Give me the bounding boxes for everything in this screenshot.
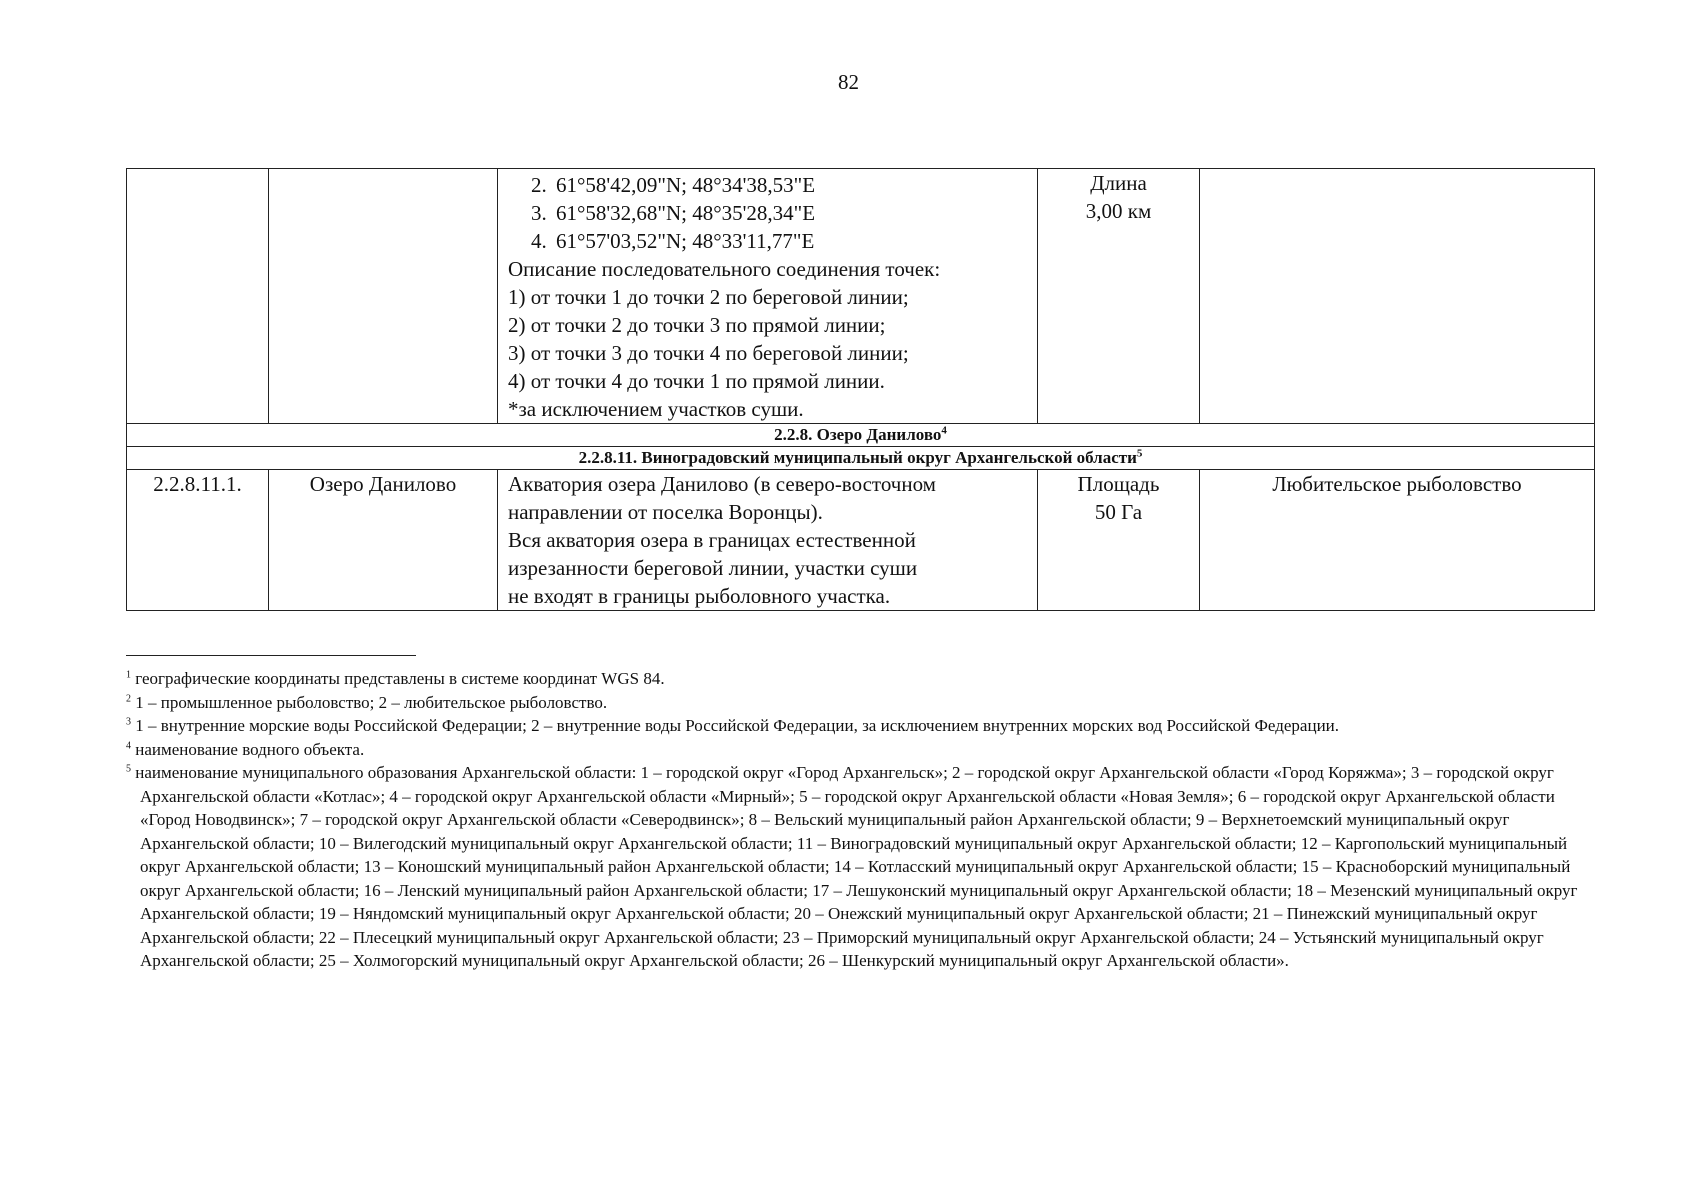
- footnote-3: [126, 714, 1594, 738]
- cell-purpose-empty: [1200, 169, 1595, 424]
- connection-line: 2) от точки 2 до точки 3 по прямой линии;: [508, 313, 886, 337]
- description-line: Вся акватория озера в границах естественной: [508, 528, 916, 552]
- footnote-1: [126, 667, 1594, 691]
- description-line: Акватория озера Данилово (в северо-восточном: [508, 472, 936, 496]
- section-heading-district: [127, 447, 1595, 470]
- cell-size: [1038, 470, 1200, 611]
- connection-line: 3) от точки 3 до точки 4 по береговой линии;: [508, 341, 909, 365]
- section-heading-row: [127, 447, 1595, 470]
- size-value: 3,00 км: [1085, 199, 1152, 223]
- section-heading-text: 2.2.8. Озеро Данилово: [774, 425, 942, 444]
- description-line: не входят в границы рыболовного участка.: [508, 584, 891, 608]
- cell-boundary-description: [498, 169, 1038, 424]
- description-line: изрезанности береговой линии, участки суши: [508, 556, 918, 580]
- size-label: Длина: [1090, 171, 1147, 195]
- footnote-marker: 3: [126, 716, 131, 728]
- cell-number-empty: [127, 169, 269, 424]
- connection-description: [508, 255, 1027, 423]
- lake-description: [508, 470, 1027, 610]
- footnote-marker: 2: [126, 692, 131, 704]
- footnotes: [126, 667, 1594, 973]
- footnote-marker: 5: [126, 763, 131, 775]
- footnote-ref: 4: [941, 424, 947, 437]
- footnote-text: наименование водного объекта.: [135, 739, 365, 759]
- fishing-areas-table: [126, 168, 1595, 611]
- connection-title: Описание последовательного соединения точек:: [508, 257, 941, 281]
- coordinate-item: 4. 61°57'03,52"N; 48°33'11,77"E: [552, 227, 1027, 255]
- footnote-text: 1 – внутренние морские воды Российской Федерации; 2 – внутренние воды Российской Федерации, за исключением внутренних морских вод Российской Федерации.: [135, 716, 1340, 735]
- coordinate-item: 2. 61°58'42,09"N; 48°34'38,53"E: [552, 171, 1027, 199]
- footnote-text: географические координаты представлены в системе координат WGS 84.: [135, 669, 665, 688]
- size-value: 50 Га: [1094, 500, 1143, 524]
- cell-name-empty: [269, 169, 498, 424]
- footnote-2: [126, 691, 1594, 715]
- footnote-text: 1 – промышленное рыболовство; 2 – любительское рыболовство.: [135, 692, 608, 712]
- footnote-marker: 1: [126, 669, 131, 681]
- cell-name: Озеро Данилово: [269, 470, 498, 611]
- footnote-separator: [126, 655, 416, 656]
- size-label: Площадь: [1077, 472, 1160, 496]
- connection-line: 1) от точки 1 до точки 2 по береговой линии;: [508, 285, 909, 309]
- connection-line: 4) от точки 4 до точки 1 по прямой линии.: [508, 369, 885, 393]
- section-heading-row: [127, 424, 1595, 447]
- cell-number: 2.2.8.11.1.: [127, 470, 269, 611]
- section-heading-text: 2.2.8.11. Виноградовский муниципальный округ Архангельской области: [578, 448, 1137, 467]
- cell-boundary-description: [498, 470, 1038, 611]
- section-heading-lake: [127, 424, 1595, 447]
- table-row-lake: [127, 470, 1595, 611]
- footnote-text: наименование муниципального образования Архангельской области: 1 – городской округ «Город Архангельск»; 2 – городской округ Архангельской области «Город Коряжма»; 3 – городской округ Архангельской области «Котлас»; 4 – городской округ Архангельской области «Мирный»; 5 – городской округ Архангельской области «Новая Земля»; 6 – городской округ Архангельской области «Город Новодвинск»; 7 – городской округ Архангельской области «Северодвинск»; 8 – Вельский муниципальный район Архангельской области; 9 – Верхнетоемский муниципальный округ Архангельской области; 10 – Вилегодский муниципальный округ Архангельской области; 11 – Виноградовский муниципальный округ Архангельской области; 12 – Каргопольский муниципальный округ Архангельской области; 13 – Коношский муниципальный район Архангельской области; 14 – Котласский муниципальный округ Архангельской области; 15 – Красноборский муниципальный округ Архангельской области; 16 – Ленский муниципальный район Архангельской области; 17 – Лешуконский муниципальный округ Архангельской области; 18 – Мезенский муниципальный округ Архангельской области; 19 – Няндомский муниципальный округ Архангельской области; 20 – Онежский муниципальный округ Архангельской области; 21 – Пинежский муниципальный округ Архангельской области; 22 – Плесецкий муниципальный округ Архангельской области; 23 – Приморский муниципальный округ Архангельской области; 24 – Устьянский муниципальный округ Архангельской области; 25 – Холмогорский муниципальный округ Архангельской области; 26 – Шенкурский муниципальный округ Архангельской области».: [135, 763, 1578, 970]
- footnote-5: [126, 761, 1594, 973]
- coordinate-item: 3. 61°58'32,68"N; 48°35'28,34"E: [552, 199, 1027, 227]
- footnote-marker: 4: [126, 739, 131, 751]
- cell-size: [1038, 169, 1200, 424]
- description-line: направлении от поселка Воронцы).: [508, 500, 823, 524]
- footnote-4: [126, 738, 1594, 762]
- exclusion-note: *за исключением участков суши.: [508, 397, 804, 421]
- page-number: 82: [838, 70, 859, 94]
- cell-purpose: Любительское рыболовство: [1200, 470, 1595, 611]
- coordinates-list: [508, 171, 1027, 255]
- table-row-continued: [127, 169, 1595, 424]
- footnote-ref: 5: [1136, 447, 1143, 460]
